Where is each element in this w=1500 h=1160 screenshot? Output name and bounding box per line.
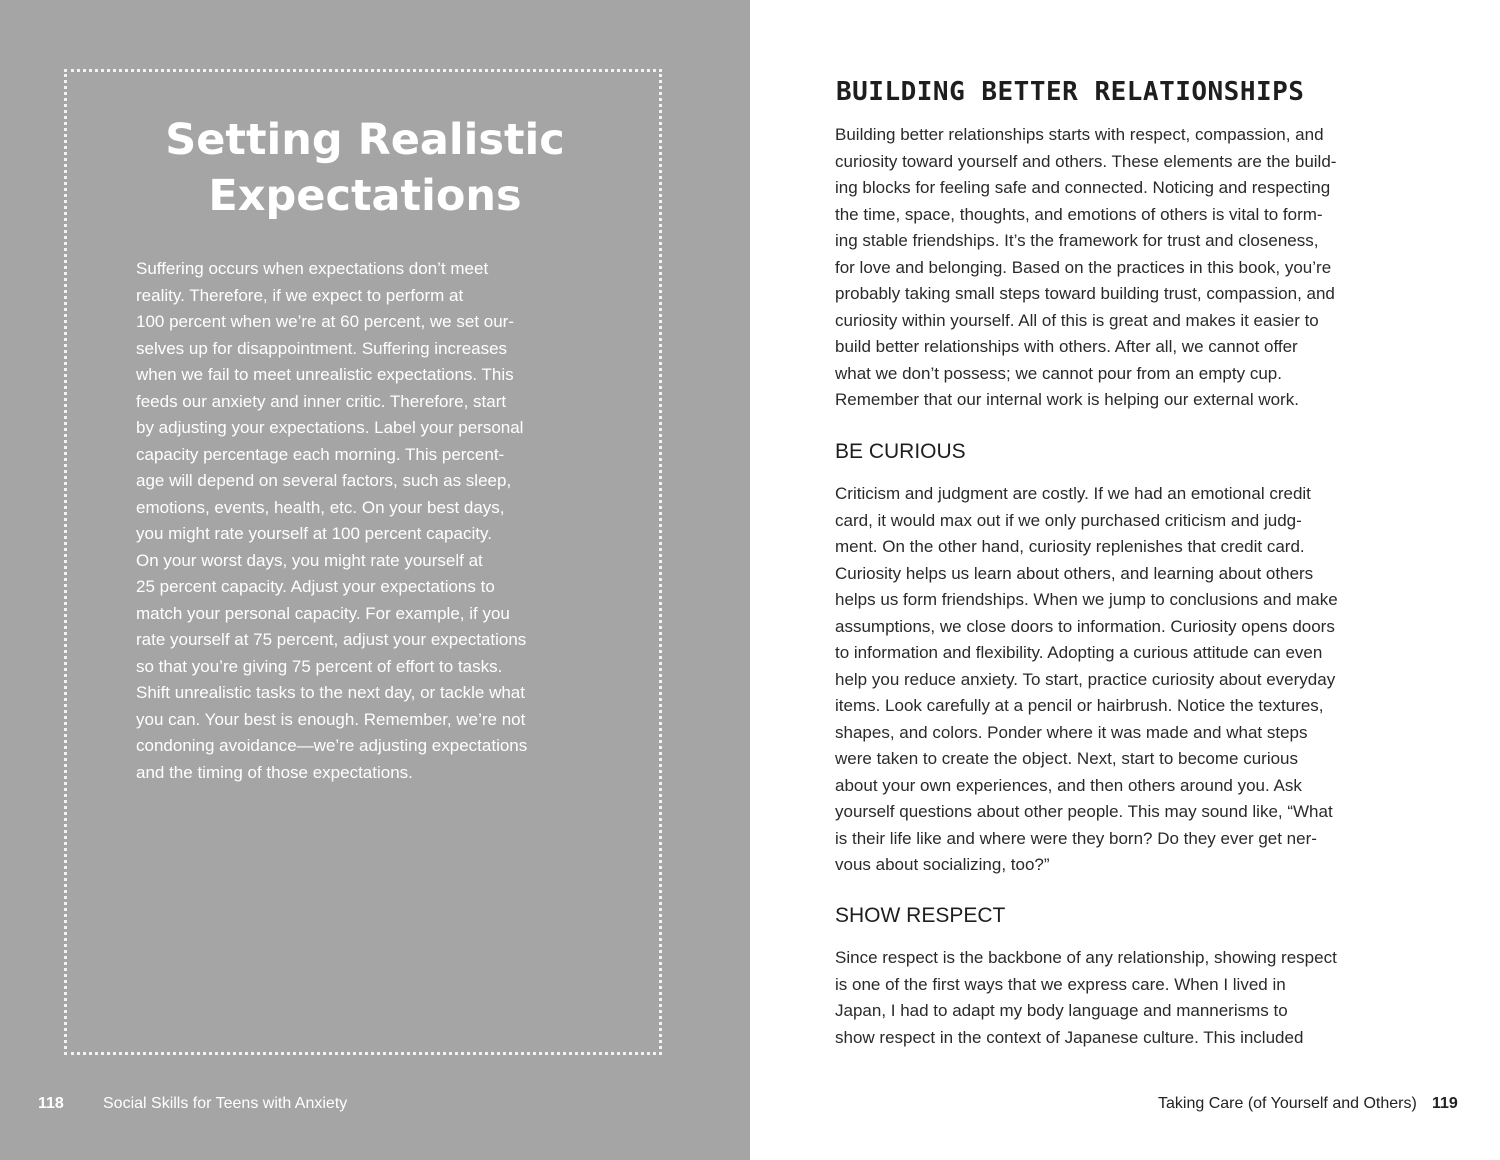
subheading-be-curious: BE CURIOUS xyxy=(835,440,966,463)
paragraph-line: assumptions, we close doors to information. Curiosity opens doors xyxy=(835,616,1335,636)
paragraph-line: to information and flexibility. Adopting a curious attitude can even xyxy=(835,643,1323,662)
intro-paragraph xyxy=(835,122,1435,414)
right-page-number: 119 xyxy=(1432,1095,1458,1112)
sidebar-body-line: by adjusting your expectations. Label your personal xyxy=(136,418,524,437)
sidebar-body-line: 25 percent capacity. Adjust your expectations to xyxy=(136,577,495,596)
sidebar-body xyxy=(136,256,606,786)
left-running-title: Social Skills for Teens with Anxiety xyxy=(103,1095,348,1112)
paragraph-line: Building better relationships starts with respect, compassion, and xyxy=(835,125,1324,144)
paragraph-line: help you reduce anxiety. To start, practice curiosity about everyday xyxy=(835,669,1336,689)
sidebar-body-line: On your worst days, you might rate yourself at xyxy=(136,550,483,570)
paragraph-line: about your own experiences, and then others around you. Ask xyxy=(835,775,1302,795)
paragraph-line: curiosity within yourself. All of this is great and makes it easier to xyxy=(835,310,1319,330)
paragraph-line: yourself questions about other people. This may sound like, “What xyxy=(835,802,1333,821)
paragraph-line: were taken to create the object. Next, start to become curious xyxy=(835,749,1299,768)
sidebar-body-line: when we fail to meet unrealistic expectations. This xyxy=(136,365,514,384)
paragraph-line: probably taking small steps toward building trust, compassion, and xyxy=(835,284,1335,303)
respect-paragraph xyxy=(835,945,1435,1051)
left-page-number: 118 xyxy=(38,1095,64,1112)
paragraph-line: for love and belonging. Based on the practices in this book, you’re xyxy=(835,257,1332,277)
sidebar-body-line: match your personal capacity. For example, if you xyxy=(136,603,510,623)
sidebar-body-line: so that you’re giving 75 percent of effort to tasks. xyxy=(136,656,503,676)
paragraph-line: curiosity toward yourself and others. These elements are the build- xyxy=(835,151,1337,171)
sidebar-body-line: capacity percentage each morning. This percent- xyxy=(136,444,505,464)
sidebar-title-line: Expectations xyxy=(208,171,522,221)
subheading-show-respect: SHOW RESPECT xyxy=(835,904,1006,927)
sidebar-body-line: you might rate yourself at 100 percent capacity. xyxy=(136,524,492,543)
sidebar-title xyxy=(72,112,658,224)
paragraph-line: Remember that our internal work is helping our external work. xyxy=(835,390,1299,409)
paragraph-line: card, it would max out if we only purchased criticism and judg- xyxy=(835,510,1302,530)
paragraph-line: Curiosity helps us learn about others, and learning about others xyxy=(835,563,1314,583)
curious-paragraph xyxy=(835,481,1435,879)
sidebar-body-line: 100 percent when we’re at 60 percent, we set our- xyxy=(136,312,514,331)
sidebar-body-line: rate yourself at 75 percent, adjust your expectations xyxy=(136,630,527,649)
sidebar-body-line: emotions, events, health, etc. On your best days, xyxy=(136,497,505,517)
paragraph-line: ing stable friendships. It’s the framework for trust and closeness, xyxy=(835,231,1319,250)
paragraph-line: ment. On the other hand, curiosity replenishes that credit card. xyxy=(835,537,1305,556)
sidebar-body-line: Shift unrealistic tasks to the next day, or tackle what xyxy=(136,683,525,702)
right-running-title: Taking Care (of Yourself and Others) xyxy=(1158,1095,1417,1112)
sidebar-body-line: you can. Your best is enough. Remember, we’re not xyxy=(136,709,526,729)
paragraph-line: Japan, I had to adapt my body language and mannerisms to xyxy=(835,1001,1288,1020)
paragraph-line: helps us form friendships. When we jump to conclusions and make xyxy=(835,590,1338,609)
paragraph-line: vous about socializing, too?” xyxy=(835,855,1050,874)
sidebar-body-line: selves up for disappointment. Suffering increases xyxy=(136,338,508,358)
section-heading: BUILDING BETTER RELATIONSHIPS xyxy=(836,77,1305,107)
paragraph-line: the time, space, thoughts, and emotions of others is vital to form- xyxy=(835,204,1323,224)
sidebar-body-line: age will depend on several factors, such as sleep, xyxy=(136,471,512,490)
paragraph-line: Since respect is the backbone of any relationship, showing respect xyxy=(835,948,1337,967)
paragraph-line: build better relationships with others. After all, we cannot offer xyxy=(835,337,1298,356)
sidebar-title-line: Setting Realistic xyxy=(165,115,565,165)
sidebar-body-line: feeds our anxiety and inner critic. Therefore, start xyxy=(136,391,507,411)
paragraph-line: shapes, and colors. Ponder where it was made and what steps xyxy=(835,722,1308,742)
paragraph-line: items. Look carefully at a pencil or hairbrush. Notice the textures, xyxy=(835,696,1324,715)
paragraph-line: Criticism and judgment are costly. If we had an emotional credit xyxy=(835,484,1311,503)
sidebar-body-line: reality. Therefore, if we expect to perform at xyxy=(136,285,464,305)
right-page xyxy=(750,0,1500,1160)
sidebar-body-line: and the timing of those expectations. xyxy=(136,762,413,782)
paragraph-line: show respect in the context of Japanese culture. This included xyxy=(835,1027,1304,1047)
sidebar-body-line: Suffering occurs when expectations don’t meet xyxy=(136,259,489,278)
paragraph-line: is their life like and where were they born? Do they ever get ner- xyxy=(835,828,1317,848)
paragraph-line: what we don’t possess; we cannot pour from an empty cup. xyxy=(835,363,1282,383)
sidebar-body-line: condoning avoidance—we’re adjusting expectations xyxy=(136,736,528,755)
paragraph-line: is one of the first ways that we express care. When I lived in xyxy=(835,974,1286,994)
paragraph-line: ing blocks for feeling safe and connected. Noticing and respecting xyxy=(835,178,1331,197)
